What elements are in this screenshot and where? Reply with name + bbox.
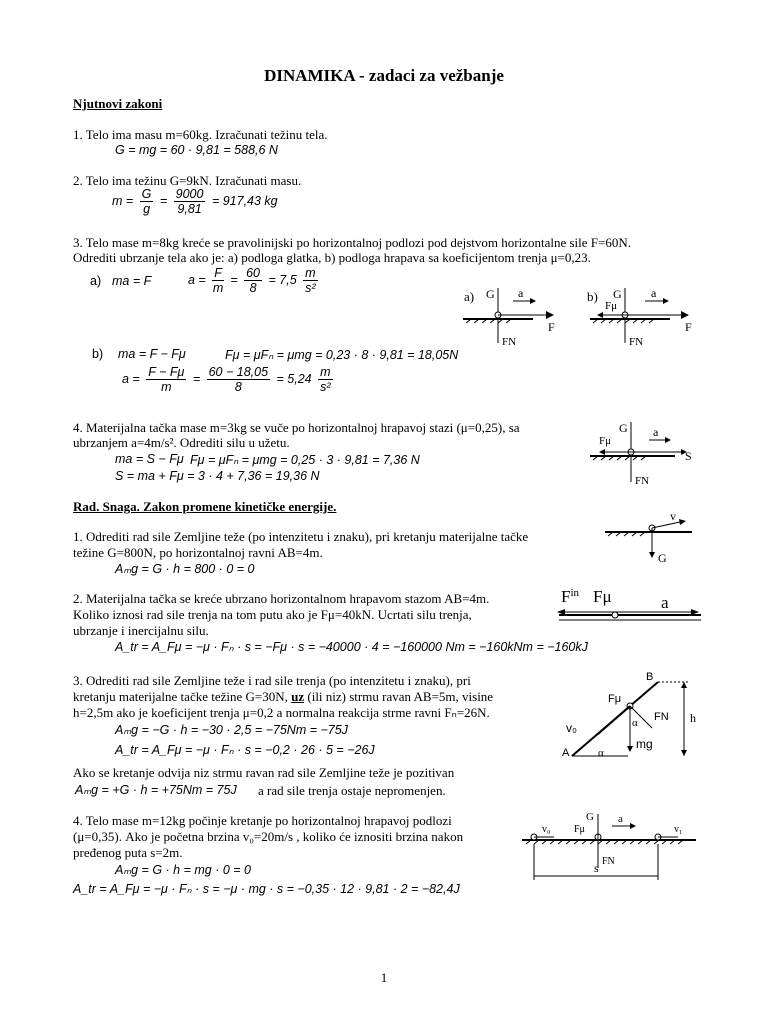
label-v1: v₁	[674, 824, 683, 835]
work4-line2: (μ=0,35). Ako je početna brzina v₀=20m/s , koliko će iznositi brzina nakon	[73, 829, 464, 844]
label-g: G	[486, 287, 495, 301]
arrowhead	[663, 298, 669, 304]
fraction	[146, 365, 186, 394]
label-fn: FN	[602, 856, 615, 867]
work4-line3: pređenog puta s=2m.	[73, 845, 183, 860]
unit-fraction	[303, 266, 317, 295]
problem3-b-eq3: a = $\frac{F - F\mu}{m}$ = $\frac{60 - 18,05}{8}$ = 5,24 $\frac{m}{\text{s²}}$	[122, 365, 331, 394]
label-fmu: Fμ	[574, 824, 585, 835]
work2-line1: 2. Materijalna tačka se kreće ubrzano horizontalnom hrapavom stazom AB=4m.	[73, 591, 490, 606]
fraction	[244, 266, 262, 295]
label-fn: FN	[635, 475, 650, 487]
work3-note1: Ako se kretanje odvija niz strmu ravan rad sile Zemljine teže je pozitivan	[73, 765, 455, 780]
fraction-numerator: 60 − 18,05	[208, 365, 269, 379]
fraction-denominator: m	[212, 281, 224, 295]
label-alpha: α	[632, 717, 638, 729]
label-s: S	[685, 449, 692, 463]
arrowhead	[627, 746, 633, 752]
problem3-line2: Odrediti ubrzanje tela ako je: a) podloga glatka, b) podloga hrapava sa koeficijentom trenja μ=0,23.	[73, 250, 591, 265]
fraction-denominator: s²	[320, 380, 331, 394]
problem2-text: 2. Telo ima težinu G=9kN. Izračunati masu.	[73, 173, 302, 188]
fraction	[207, 365, 270, 394]
fraction	[140, 187, 154, 216]
figure-inclined-plane	[558, 670, 698, 762]
work1-line2: težine G=800N, po horizontalnoj ravni AB=4m.	[73, 545, 323, 560]
page-title: DINAMIKA - zadaci za vežbanje	[264, 66, 504, 85]
label-fmu: Fμ	[593, 587, 612, 606]
label-a: a	[653, 425, 659, 439]
problem4-line2: ubrzanjem a=4m/s². Odrediti silu u užetu.	[73, 435, 290, 450]
label-fmu: Fμ	[605, 300, 618, 312]
arrowhead	[679, 519, 686, 525]
label-g: G	[586, 811, 594, 823]
label-a: a	[651, 286, 657, 300]
arrowhead	[681, 682, 687, 688]
work2-line2: Koliko iznosi rad sile trenja na tom putu ako je Fμ=40kN. Ucrtati silu trenja,	[73, 607, 472, 622]
arrowhead	[681, 750, 687, 756]
label-v0: v₀	[542, 824, 551, 835]
label-b: B	[646, 671, 654, 683]
label-fn: FN	[654, 711, 669, 723]
figure-smooth-surface	[458, 283, 568, 349]
label-g: G	[613, 287, 622, 301]
figure-label: a)	[464, 289, 475, 304]
fraction-denominator: m	[161, 380, 172, 394]
fraction	[212, 266, 224, 295]
label-fin: $F^{in}$	[561, 587, 580, 606]
fraction-denominator: s²	[305, 281, 316, 295]
label-s: s	[594, 861, 599, 875]
work3-line1: 3. Odrediti rad sile Zemljine teže i rad sile trenja (po intenzitetu i znaku), pri	[73, 673, 471, 688]
label-g: G	[619, 421, 628, 435]
label-fmu: Fμ	[599, 435, 612, 447]
work3-line2-end: (ili niz) strmu ravan AB=5m, visine	[307, 689, 494, 704]
fraction-denominator: 9,81	[177, 202, 202, 216]
arrowhead	[599, 449, 605, 455]
label-v: v	[670, 510, 676, 523]
eq-result: = 5,24	[276, 371, 312, 386]
eq-rhs: = 917,43 kg	[211, 193, 278, 208]
body-point	[612, 612, 618, 618]
work2-line3: ubrzanje i inercijalnu silu.	[73, 623, 209, 638]
fraction-numerator: m	[320, 365, 331, 379]
work3-uz: uz	[291, 689, 305, 704]
figure-rope-pull	[585, 418, 695, 488]
figure-rough-surface	[585, 283, 695, 349]
work4-eq2: A_tr = A_Fμ = −μ · Fₙ · s = −μ · mg · s = −0,35 · 12 · 9,81 · 2 = −82,4J	[73, 882, 460, 896]
fraction-numerator: G	[141, 187, 152, 201]
fraction-denominator: 8	[234, 380, 242, 394]
arrowhead	[649, 552, 655, 558]
work3-eq3: Aₘg = +G · h = +75Nm = 75J	[75, 783, 237, 797]
fraction-denominator: g	[143, 202, 151, 216]
arrowhead	[630, 823, 636, 829]
arrowhead	[665, 437, 671, 443]
work3-line3: h=2,5m ako je koeficijent trenja μ=0,2 a normalna reakcija strme ravni Fₙ=26N.	[73, 705, 490, 720]
work1-line1: 1. Odrediti rad sile Zemljine teže (po intenzitetu i znaku), pri kretanju materijalne tačke	[73, 529, 529, 544]
problem4-line1: 4. Materijalna tačka mase m=3kg se vuče po horizontalnoj hrapavoj stazi (μ=0,25), sa	[73, 420, 520, 435]
label-v0: v₀	[566, 721, 577, 735]
problem4-eq3: S = ma + Fμ = 3 · 4 + 7,36 = 19,36 N	[115, 469, 320, 483]
section-heading-newton: Njutnovi zakoni	[73, 96, 163, 111]
arrowhead	[681, 311, 689, 319]
problem3-line1: 3. Telo mase m=8kg kreće se pravolinijski po horizontalnoj podlozi pod dejstvom horizontalne sile F=60N.	[73, 235, 631, 250]
label-h: h	[690, 711, 696, 725]
label-f: F	[548, 320, 555, 334]
work4-line1: 4. Telo mase m=12kg počinje kretanje po horizontalnoj hrapavoj podlozi	[73, 813, 452, 828]
fraction-numerator: m	[305, 266, 316, 280]
problem4-eq1: ma = S − Fμ	[115, 452, 184, 466]
label-fn: FN	[502, 336, 517, 348]
problem3-a-eq1: ma = F	[112, 274, 152, 288]
eq-lhs: a =	[188, 272, 206, 287]
work3-eq2: A_tr = A_Fμ = −μ · Fₙ · s = −0,2 · 26 · 5 = −26J	[115, 743, 375, 757]
problem2-equation: m = $\frac{G}{g}$ = $\frac{9000}{9,81}$ = 917,43 kg	[112, 187, 278, 216]
problem3-b-label: b)	[92, 347, 104, 361]
fraction-denominator: 8	[249, 281, 257, 295]
label-a: a	[618, 813, 623, 825]
label-f: F	[685, 320, 692, 334]
problem3-a-label: a)	[90, 274, 102, 288]
arrowhead	[530, 298, 536, 304]
friction-arrow	[598, 706, 630, 734]
work3-note2: a rad sile trenja ostaje nepromenjen.	[258, 783, 446, 798]
unit-fraction	[318, 365, 332, 394]
fraction-numerator: F − Fμ	[148, 365, 185, 379]
arrowhead	[546, 311, 554, 319]
problem4-eq2: Fμ = μFₙ = μmg = 0,25 · 3 · 9,81 = 7,36 N	[190, 453, 420, 467]
label-g: G	[658, 551, 667, 565]
figure-inertial-force	[555, 582, 705, 628]
label-a: a	[518, 286, 524, 300]
fraction-numerator: 9000	[175, 187, 204, 201]
section-heading-work: Rad. Snaga. Zakon promene kinetičke energije.	[73, 499, 337, 514]
label-fn: FN	[629, 336, 644, 348]
label-a: a	[661, 593, 669, 612]
work3-line2-start: kretanju materijalne tačke težine G=30N,	[73, 689, 288, 704]
figure-braking-motion	[518, 810, 700, 884]
problem3-b-eq2: Fμ = μFₙ = μmg = 0,23 · 8 · 9,81 = 18,05N	[225, 348, 459, 362]
work3-line2	[73, 689, 493, 705]
fraction	[174, 187, 206, 216]
eq-lhs: a =	[122, 371, 140, 386]
problem3-a-eq2: a = $\frac{F}{m}$ = $\frac{60}{8}$ = 7,5 $\frac{m}{\text{s²}}$	[188, 266, 316, 295]
eq-result: = 7,5	[268, 272, 297, 287]
label-alpha-base: α	[598, 747, 604, 759]
label-mg: mg	[636, 737, 653, 751]
work2-eq: A_tr = A_Fμ = −μ · Fₙ · s = −Fμ · s = −40000 · 4 = −160000 Nm = −160kNm = −160kJ	[115, 640, 588, 654]
figure-label: b)	[587, 289, 598, 304]
fraction-numerator: 60	[246, 266, 261, 280]
figure-horizontal-plane	[600, 510, 700, 568]
problem1-equation: G = mg = 60 · 9,81 = 588,6 N	[115, 143, 278, 157]
work4-eq1: Aₘg = G · h = mg · 0 = 0	[115, 863, 251, 877]
eq-lhs: m =	[112, 193, 134, 208]
problem3-b-eq1: ma = F − Fμ	[118, 347, 186, 361]
fraction-numerator: F	[214, 266, 222, 280]
page-number: 1	[380, 970, 388, 985]
label-fmu: Fμ	[608, 693, 622, 705]
label-a-point: A	[562, 747, 570, 759]
arrowhead	[597, 312, 603, 318]
work1-eq: Aₘg = G · h = 800 · 0 = 0	[115, 562, 255, 576]
work3-eq1: Aₘg = −G · h = −30 · 2,5 = −75Nm = −75J	[115, 723, 348, 737]
problem1-text: 1. Telo ima masu m=60kg. Izračunati težinu tela.	[73, 127, 328, 142]
